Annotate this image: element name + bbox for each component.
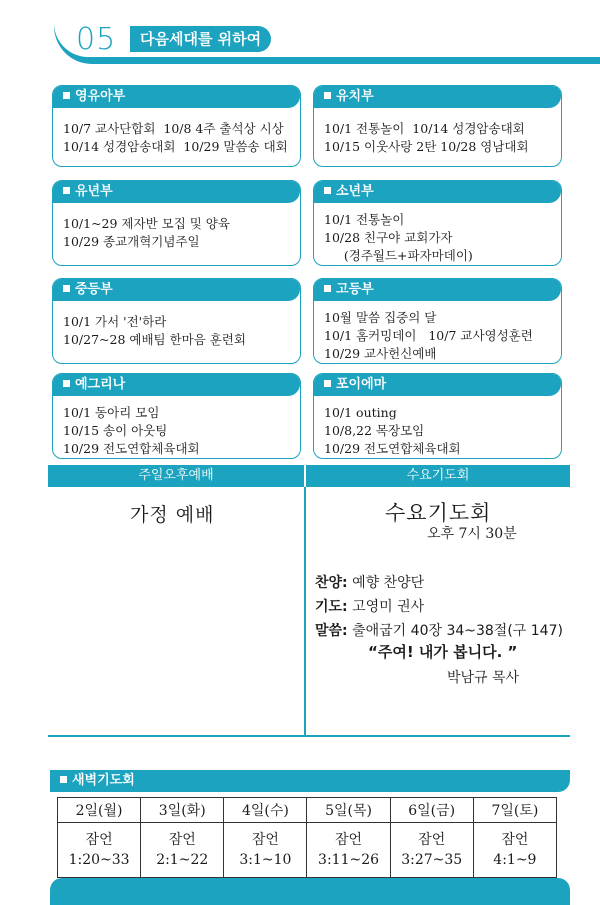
sunday-heading: 주일오후예배	[48, 465, 304, 487]
day-cell: 7일(토)	[473, 798, 556, 823]
card-body: 10월 말씀 집중의 달 10/1 홈커밍데이 10/7 교사영성훈련 10/29 교사헌신예배	[324, 310, 533, 361]
card-body: 10/1~29 제자반 모집 및 양육 10/29 종교개혁기념주일	[63, 216, 230, 249]
preacher-name: 박남규 목사	[447, 670, 520, 686]
square-bullet-icon	[63, 285, 70, 292]
footer-bar	[50, 878, 570, 905]
table-row	[58, 823, 557, 878]
praise-value: 예향 찬양단	[352, 575, 425, 591]
square-bullet-icon	[63, 92, 70, 99]
card-department-high-school	[313, 278, 562, 364]
card-department-poiema	[313, 373, 562, 459]
dawn-heading: 새벽기도회	[50, 770, 570, 792]
card-heading: 중등부	[53, 279, 300, 301]
card-heading: 유치부	[314, 86, 561, 108]
passage-cell: 잠언 3:1~10	[224, 823, 307, 878]
square-bullet-icon	[324, 92, 331, 99]
card-department-elementary-upper	[313, 180, 562, 266]
card-body: 10/1 동아리 모임 10/15 송이 아웃팅 10/29 전도연합체육대회	[63, 405, 200, 456]
square-bullet-icon	[60, 776, 67, 783]
card-body: 10/7 교사단합회 10/8 4주 출석상 시상 10/14 성경암송대회 10/29 말씀송 대회	[63, 121, 288, 154]
prayer-label: 기도:	[315, 599, 348, 615]
day-cell: 5일(목)	[307, 798, 390, 823]
square-bullet-icon	[324, 187, 331, 194]
prayer-value: 고영미 권사	[352, 599, 425, 615]
card-department-kindergarten	[313, 85, 562, 167]
dawn-schedule-table	[57, 797, 557, 878]
card-department-yegeurina	[52, 373, 301, 459]
sunday-service-name: 가정 예배	[130, 504, 215, 526]
scripture-value: 출애굽기 40장 34~38절(구 147)	[352, 623, 563, 639]
square-bullet-icon	[324, 285, 331, 292]
wednesday-heading: 수요기도회	[306, 465, 570, 487]
table-row	[58, 798, 557, 823]
scripture-label: 말씀:	[315, 623, 348, 639]
card-heading: 영유아부	[53, 86, 300, 108]
card-heading: 예그리나	[53, 374, 300, 396]
passage-cell: 잠언 3:11~26	[307, 823, 390, 878]
card-department-middle-school	[52, 278, 301, 364]
square-bullet-icon	[63, 380, 70, 387]
square-bullet-icon	[63, 187, 70, 194]
passage-cell: 잠언 3:27~35	[390, 823, 473, 878]
card-department-elementary-lower	[52, 180, 301, 266]
praise-row	[315, 572, 424, 592]
card-heading: 유년부	[53, 181, 300, 203]
praise-label: 찬양:	[315, 575, 348, 591]
section-divider	[48, 735, 570, 737]
passage-cell: 잠언 2:1~22	[141, 823, 224, 878]
card-body: 10/1 outing 10/8,22 목장모임 10/29 전도연합체육대회	[324, 405, 461, 456]
card-heading: 포이에마	[314, 374, 561, 396]
card-department-infant	[52, 85, 301, 167]
column-divider	[304, 487, 306, 735]
section-title: 다음세대를 위하여	[130, 26, 271, 52]
day-cell: 6일(금)	[390, 798, 473, 823]
card-body: 10/1 전통놀이 10/28 친구야 교회가자 (경주월드+파자마데이)	[324, 212, 473, 263]
passage-cell: 잠언 1:20~33	[58, 823, 141, 878]
scripture-row	[315, 620, 563, 640]
wednesday-title: 수요기도회	[385, 501, 492, 525]
day-cell: 2일(월)	[58, 798, 141, 823]
day-cell: 4일(수)	[224, 798, 307, 823]
prayer-row	[315, 596, 424, 616]
passage-cell: 잠언 4:1~9	[473, 823, 556, 878]
day-cell: 3일(화)	[141, 798, 224, 823]
sermon-title: “주여! 내가 봅니다. ”	[368, 643, 518, 661]
card-heading: 소년부	[314, 181, 561, 203]
page-number: 05	[76, 22, 117, 57]
card-body: 10/1 전통놀이 10/14 성경암송대회 10/15 이웃사랑 2탄 10/28 영남대회	[324, 121, 529, 154]
card-heading: 고등부	[314, 279, 561, 301]
card-body: 10/1 가서 '전'하라 10/27~28 예배팀 한마음 훈련회	[63, 314, 246, 347]
square-bullet-icon	[324, 380, 331, 387]
wednesday-time: 오후 7시 30분	[427, 526, 517, 542]
